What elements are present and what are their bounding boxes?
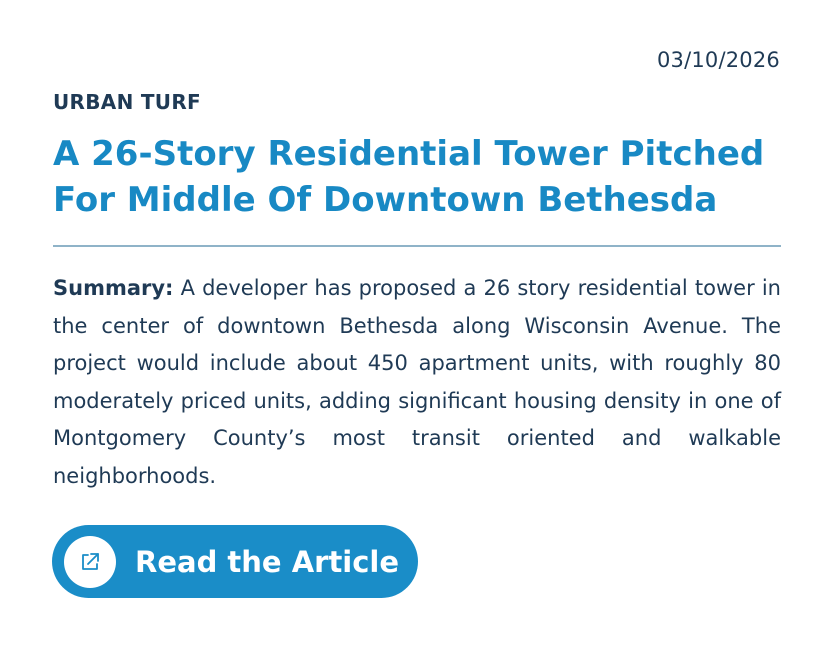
article-headline: A 26-Story Residential Tower Pitched For Middle Of Downtown Bethesda (53, 134, 765, 220)
article-date: 03/10/2026 (656, 48, 780, 72)
read-article-label: Read the Article (135, 544, 400, 579)
article-summary (53, 270, 781, 495)
divider (53, 245, 781, 247)
read-article-button[interactable] (52, 525, 418, 598)
summary-text: A developer has proposed a 26 story residential tower in the center of downtown Bethesda along Wisconsin Avenue. The project would include about 450 apartment units, with roughly 80 moderately priced units, adding significant housing density in one of Montgomery County’s most transit oriented and walkable neighborhoods. (53, 276, 781, 488)
summary-label: Summary: (53, 276, 174, 300)
article-source: URBAN TURF (53, 90, 202, 114)
external-link-icon (64, 536, 116, 588)
